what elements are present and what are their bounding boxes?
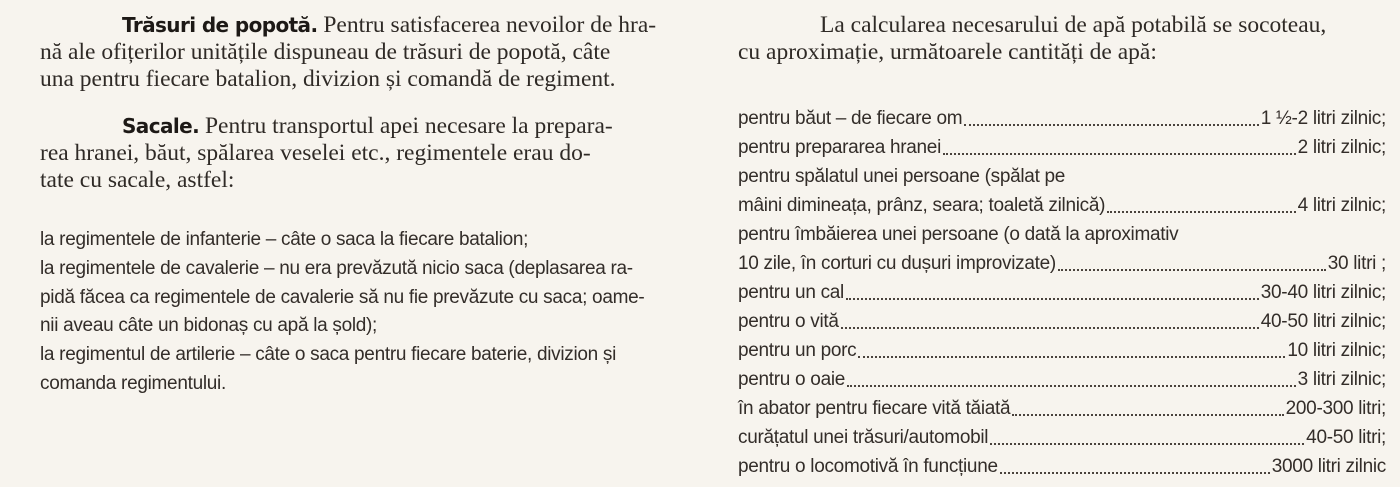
water-item-quantity: 200-300 litri;	[1285, 398, 1386, 419]
popota-line-text: Pentru satisfacerea nevoilor de hra-	[317, 12, 657, 38]
water-item-quantity: 2 litri zilnic;	[1297, 137, 1386, 158]
water-item-label: curățatul unei trăsuri/automobil	[738, 427, 989, 448]
water-item	[738, 307, 1386, 336]
water-item-label: pentru un cal	[738, 282, 844, 303]
sacale-list	[40, 226, 700, 399]
intro-line: cu aproximație, următoarele cantități de apă:	[738, 39, 1157, 65]
water-item	[738, 133, 1386, 162]
water-item-label: pentru o vită	[738, 311, 839, 332]
sacale-line: rea hranei, băut, spălarea veselei etc., regimentele erau do-	[40, 140, 591, 166]
water-item-label: pentru băut – de fiecare om	[738, 108, 963, 129]
water-item-text: pentru îmbăierea unei persoane (o dată la aproximativ	[738, 224, 1179, 245]
list-line: la regimentul de artilerie – câte o saca pentru fiecare baterie, divizion și	[40, 344, 617, 366]
popota-line	[40, 12, 700, 39]
dot-leader	[858, 355, 1285, 358]
sacale-line-text: Pentru transportul apei necesare la prepara-	[199, 113, 613, 139]
dot-leader	[847, 384, 1296, 387]
water-item	[738, 191, 1386, 220]
water-item	[738, 423, 1386, 452]
list-line: pidă făcea ca regimentele de cavalerie să nu fie prevăzute cu saca; oame-	[40, 286, 645, 308]
water-intro	[738, 12, 1386, 66]
water-item-label: mâini dimineața, prânz, seara; toaletă zilnică)	[738, 195, 1106, 216]
water-item-quantity: 40-50 litri zilnic;	[1260, 311, 1386, 332]
water-item-label: 10 zile, în corturi cu dușuri improvizate)	[738, 253, 1056, 274]
dot-leader	[1000, 471, 1270, 474]
dot-leader	[846, 297, 1259, 300]
water-item-label: pentru un porc	[738, 340, 857, 361]
dot-leader	[990, 442, 1304, 445]
water-item-quantity: 1 ½-2 litri zilnic;	[1260, 108, 1386, 129]
left-column	[40, 12, 700, 399]
popota-line: una pentru fiecare batalion, divizion și comandă de regiment.	[40, 66, 616, 92]
water-item-quantity: 3000 litri zilnic	[1271, 456, 1386, 477]
dot-leader	[1012, 413, 1283, 416]
water-quantities-list	[738, 104, 1386, 481]
water-item	[738, 394, 1386, 423]
water-item	[738, 452, 1386, 481]
water-item-quantity: 10 litri zilnic;	[1287, 340, 1386, 361]
water-item-quantity: 3 litri zilnic;	[1297, 369, 1386, 390]
water-item-label: pentru o locomotivă în funcțiune	[738, 456, 998, 477]
water-item-quantity: 30-40 litri zilnic;	[1260, 282, 1386, 303]
dot-leader	[841, 326, 1259, 329]
right-column	[738, 12, 1386, 481]
water-item	[738, 336, 1386, 365]
sacale-heading: Sacale.	[122, 114, 200, 138]
sacale-line: tate cu sacale, astfel:	[40, 167, 235, 193]
water-item-text: pentru spălatul unei persoane (spălat pe	[738, 166, 1066, 187]
intro-line: La calcularea necesarului de apă potabilă se socoteau,	[820, 12, 1327, 38]
water-item-quantity: 30 litri ;	[1327, 253, 1386, 274]
water-item	[738, 249, 1386, 278]
water-item-quantity: 40-50 litri;	[1306, 427, 1386, 448]
list-line: la regimentele de cavalerie – nu era prevăzută nicio saca (deplasarea ra-	[40, 257, 633, 279]
sacale-paragraph	[40, 113, 700, 194]
water-item-label: pentru o oaie	[738, 369, 846, 390]
water-item	[738, 104, 1386, 133]
dot-leader	[964, 123, 1258, 126]
water-item	[738, 365, 1386, 394]
dot-leader	[1107, 210, 1295, 213]
list-line: comanda regimentului.	[40, 372, 226, 394]
water-item-quantity: 4 litri zilnic;	[1297, 195, 1386, 216]
water-item-label: pentru prepararea hranei	[738, 137, 941, 158]
list-line: la regimentele de infanterie – câte o saca la fiecare batalion;	[40, 229, 529, 250]
popota-paragraph	[40, 12, 700, 93]
dot-leader	[1058, 268, 1326, 271]
dot-leader	[943, 152, 1296, 155]
list-line: nii aveau câte un bidonaș cu apă la șold);	[40, 315, 378, 337]
sacale-line	[40, 113, 700, 140]
popota-heading: Trăsuri de popotă.	[122, 13, 318, 37]
water-item-label: în abator pentru fiecare vită tăiată	[738, 398, 1011, 419]
water-item	[738, 278, 1386, 307]
popota-line: nă ale ofițerilor unitățile dispuneau de trăsuri de popotă, câte	[40, 39, 611, 65]
